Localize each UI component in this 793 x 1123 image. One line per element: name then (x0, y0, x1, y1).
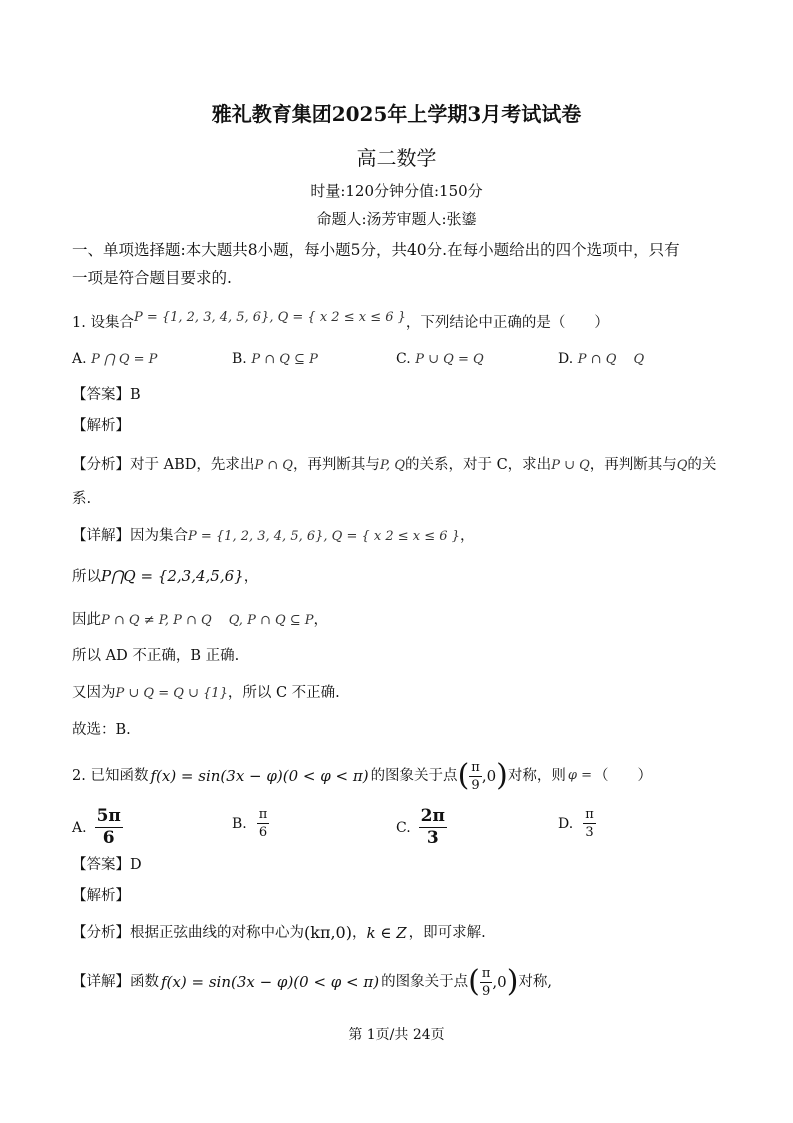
q1-option-b-text: P ∩ Q ⊆ P (251, 352, 318, 367)
q1-fenxi-wrap: 系. (72, 491, 92, 507)
q1-option-a[interactable]: A. P ⋂ Q = P (72, 351, 158, 367)
q2-option-b[interactable]: B. $\frac{\pi}{6}$ (232, 807, 268, 840)
page-footer: 第 1页/共 24页 (348, 1027, 445, 1043)
q1-option-d[interactable]: D. P ∩ Q Q (558, 351, 645, 367)
q1-also: 又因为P ∪ Q = Q ∪ {1}，所以 C 不正确. (72, 685, 340, 701)
q2-detail-point-fraction: $\frac{\pi}{9}$ (481, 965, 491, 999)
q2-option-a[interactable]: A. $\frac{5\pi}{6}$ (72, 806, 121, 848)
q2-option-d-fraction: $\frac{\pi}{3}$ (585, 807, 594, 840)
q1-choose: 故选：B. (72, 722, 131, 738)
exam-title: 雅礼教育集团2025年上学期3月考试试卷 (211, 102, 582, 126)
q2-option-d[interactable]: D. $\frac{\pi}{3}$ (558, 807, 594, 840)
q1-analysis-tag: 【解析】 (72, 418, 130, 434)
question-1-stem (72, 310, 609, 334)
section-heading-line2: 一项是符合题目要求的. (72, 269, 232, 287)
exam-authors: 命题人:汤芳审题人:张鎏 (316, 210, 477, 228)
q2-option-b-fraction: $\frac{\pi}{6}$ (258, 807, 268, 840)
q2-paren-right: ) (496, 758, 508, 793)
q1-conclusion: 所以 AD 不正确，B 正确. (72, 648, 240, 664)
q1-fenxi: 【分析】对于 ABD，先求出P ∩ Q，再判断其与P, Q的关系，对于 C，求出P ∪ Q，再判断其与Q的关 (72, 457, 717, 473)
q2-analysis-tag: 【解析】 (72, 888, 130, 904)
q1-so: 所以P⋂Q = {2,3,4,5,6}， (72, 567, 259, 585)
q1-option-d-text: P ∩ Q Q (577, 352, 645, 367)
q1-set-definition: P = {1, 2, 3, 4, 5, 6}, Q = { x 2 ≤ x ≤ 6 } (133, 310, 406, 325)
q1-option-a-text: P ⋂ Q = P (91, 352, 158, 367)
q1-option-c[interactable]: C. P ∪ Q = Q (396, 351, 484, 367)
q2-option-c[interactable]: C. $\frac{2\pi}{3}$ (396, 806, 445, 848)
q1-prefix: 1. 设集合 (72, 315, 134, 331)
exam-subject: 高二数学 (356, 146, 437, 170)
q2-paren-left: ( (457, 758, 470, 793)
q1-detail: 【详解】因为集合P = {1, 2, 3, 4, 5, 6}, Q = { x 2 ≤ x ≤ 6 }， (72, 528, 475, 544)
q2-answer: 【答案】D (72, 857, 142, 873)
q1-hence: 因此P ∩ Q ≠ P, P ∩ Q Q, P ∩ Q ⊆ P， (72, 612, 329, 628)
q2-option-c-fraction: $\frac{2\pi}{3}$ (420, 806, 445, 848)
section-heading-line1: 一、单项选择题:本大题共8小题，每小题5分，共40分.在每小题给出的四个选项中，只有 (72, 241, 680, 259)
q1-suffix: ，下列结论中正确的是（ ） (405, 315, 609, 331)
q2-function: f(x) = sin(3x − φ)(0 < φ < π) (150, 767, 369, 785)
exam-time-score: 时量:120分钟分值:150分 (310, 182, 483, 200)
q2-fenxi: 【分析】根据正弦曲线的对称中心为 (kπ,0) ， k ∈ Z ，即可求解. (72, 923, 486, 942)
q1-option-c-text: P ∪ Q = Q (415, 352, 484, 367)
q2-detail: 【详解】函数 f(x) = sin(3x − φ)(0 < φ < π) 的图象关于点 ( $\frac{\pi}{9}$ ,0 ) 对称, (72, 964, 553, 999)
q1-option-b[interactable]: B. P ∩ Q ⊆ P (232, 351, 318, 367)
q1-answer: 【答案】B (72, 387, 141, 403)
q2-point-fraction: $\frac{\pi}{9}$ (471, 759, 480, 793)
question-2-stem: 2. 已知函数 f(x) = sin(3x − φ)(0 < φ < π) 的图象关于点 ( $\frac{\pi}{9}$ ,0 ) 对称，则 φ = （ ） (72, 758, 652, 793)
q2-option-a-fraction: $\frac{5\pi}{6}$ (96, 806, 121, 848)
